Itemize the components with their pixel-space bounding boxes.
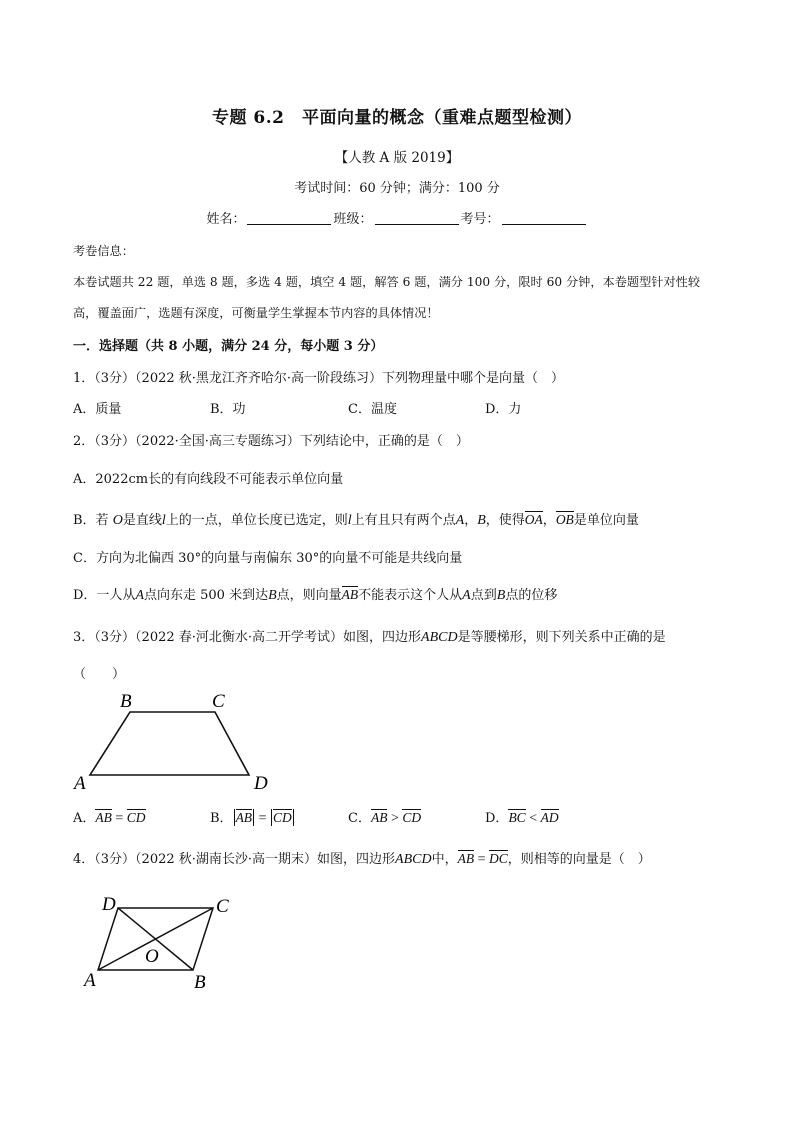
q1-option-d: D．力 <box>485 402 522 417</box>
label-c: C <box>216 896 229 917</box>
label-o: O <box>145 946 159 967</box>
trapezoid-shape <box>90 712 249 775</box>
q3-option-b: B． AB = CD <box>210 810 292 826</box>
q1-option-c: C．温度 <box>348 402 397 417</box>
section-heading: 一．选择题（共 8 小题，满分 24 分，每小题 3 分） <box>73 339 384 354</box>
label-d: D <box>102 894 116 915</box>
q3-paren: （ ） <box>73 667 126 682</box>
q3-option-a: A．AB = CD <box>73 810 146 826</box>
label-b: B <box>120 691 132 712</box>
q1-option-a: A．质量 <box>73 402 122 417</box>
q2-option-b: B．若 O是直线l上的一点，单位长度已选定，则l上有且只有两个点A，B，使得OA，OB是单位向量 <box>73 512 639 528</box>
exam-time: 考试时间：60 分钟；满分：100 分 <box>294 181 500 196</box>
class-field[interactable] <box>375 210 459 225</box>
label-a: A <box>74 773 86 794</box>
q3-stem: 3．（3分）（2022 春·河北衡水·高二开学考试）如图，四边形ABCD是等腰梯形，则下列关系中正确的是 <box>73 630 666 645</box>
student-fields <box>0 208 794 227</box>
info-line-2: 高，覆盖面广，选题有深度，可衡量学生掌握本节内容的具体情况！ <box>73 306 439 320</box>
q1-option-b: B．功 <box>210 402 246 417</box>
parallelogram-figure <box>78 888 248 998</box>
q2-stem: 2．（3分）（2022·全国·高三专题练习）下列结论中，正确的是（ ） <box>73 434 469 449</box>
label-c: C <box>212 691 225 712</box>
label-a: A <box>84 970 96 991</box>
name-label: 姓名： <box>206 212 246 227</box>
number-label: 考号： <box>460 212 500 227</box>
vector-oa: OA <box>524 512 543 527</box>
vector-ab: AB <box>341 587 359 602</box>
q4-stem: 4．（3分）（2022 秋·湖南长沙·高一期末）如图，四边形ABCD中，AB = DC，则相等的向量是（ ） <box>73 851 651 867</box>
info-heading: 考卷信息： <box>73 244 134 258</box>
page-title: 专题 6.2 平面向量的概念（重难点题型检测） <box>212 108 582 128</box>
label-d: D <box>254 773 268 794</box>
info-line-1: 本卷试题共 22 题，单选 8 题，多选 4 题，填空 4 题，解答 6 题，满分 100 分，限时 60 分钟，本卷题型针对性较 <box>73 275 701 289</box>
q2-option-a: A．2022cm长的有向线段不可能表示单位向量 <box>73 472 344 487</box>
number-field[interactable] <box>502 210 586 225</box>
q3-option-c: C．AB > CD <box>348 810 422 826</box>
edition-label: 【人教 A 版 2019】 <box>334 150 460 166</box>
q1-stem: 1．（3分）（2022 秋·黑龙江齐齐哈尔·高一阶段练习）下列物理量中哪个是向量（ ） <box>73 371 565 386</box>
q3-option-d: D．BC < AD <box>485 810 559 826</box>
name-field[interactable] <box>247 210 331 225</box>
vector-ob: OB <box>555 512 574 527</box>
q2-option-c: C．方向为北偏西 30°的向量与南偏东 30°的向量不可能是共线向量 <box>73 551 463 566</box>
trapezoid-figure <box>70 685 280 795</box>
class-label: 班级： <box>333 212 373 227</box>
q2-option-d: D．一人从A点向东走 500 米到达B点，则向量AB不能表示这个人从A点到B点的位移 <box>73 587 558 603</box>
label-b: B <box>194 972 206 993</box>
